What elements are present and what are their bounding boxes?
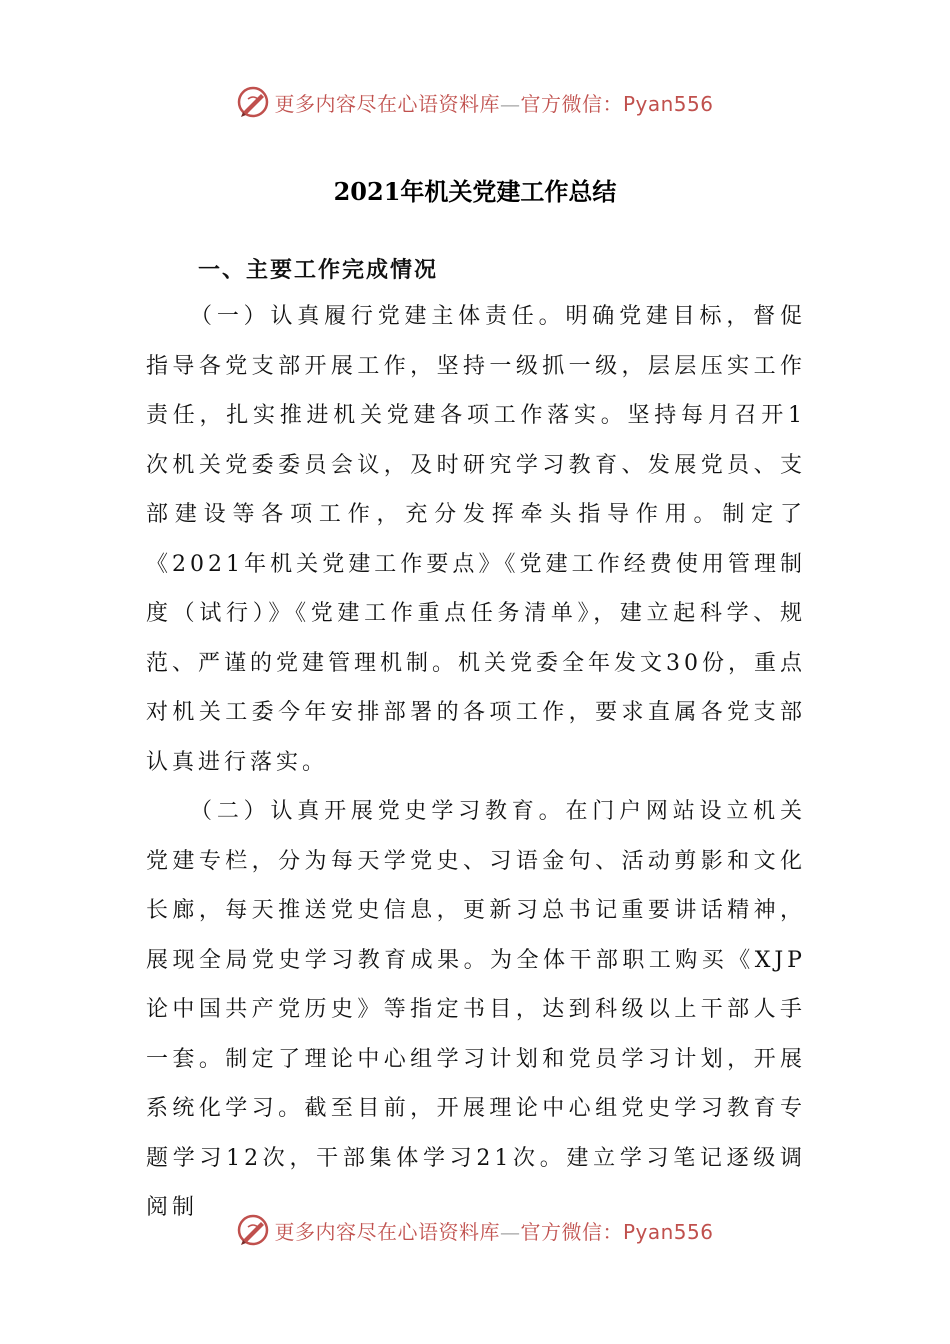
watermark-separator: — (499, 91, 521, 116)
watermark-banner-bottom (0, 1210, 950, 1250)
document-body (146, 250, 806, 1233)
paragraph-2: （二）认真开展党史学习教育。在门户网站设立机关党建专栏，分为每天学党史、习语金句、活动剪影和文化长廊，每天推送党史信息，更新习总书记重要讲话精神，展现全局党史学习教育成果。为全体干部职工购买《XJP论中国共产党历史》等指定书目，达到科级以上干部人手一套。制定了理论中心组学习计划和党员学习计划，开展系统化学习。截至目前，开展理论中心组党史学习教育专题学习12次，干部集体学习21次。建立学习笔记逐级调阅制 (146, 799, 806, 1220)
watermark-banner-top (0, 82, 950, 122)
watermark-text (274, 1216, 713, 1245)
watermark-separator: — (499, 1219, 521, 1244)
paragraph-1: （一）认真履行党建主体责任。明确党建目标，督促指导各党支部开展工作，坚持一级抓一级，层层压实工作责任，扎实推进机关党建各项工作落实。坚持每月召开1次机关党委委员会议，及时研究学习教育、发展党员、支部建设等各项工作，充分发挥牵头指导作用。制定了《2021年机关党建工作要点》《党建工作经费使用管理制度（试行）》《党建工作重点任务清单》，建立起科学、规范、严谨的党建管理机制。机关党委全年发文30份，重点对机关工委今年安排部署的各项工作，要求直属各党支部认真进行落实。 (146, 304, 806, 775)
watermark-slogan: 更多内容尽在心语资料库 (274, 91, 500, 116)
watermark-wechat: 官方微信：Pyan556 (520, 91, 714, 116)
watermark-wechat: 官方微信：Pyan556 (520, 1219, 714, 1244)
watermark-text (274, 88, 713, 117)
document-title: 2021年机关党建工作总结 (333, 177, 617, 206)
pen-logo-icon (236, 1213, 270, 1247)
section-heading: 一、主要工作完成情况 (198, 258, 439, 283)
watermark-slogan: 更多内容尽在心语资料库 (274, 1219, 500, 1244)
pen-logo-icon (236, 85, 270, 119)
